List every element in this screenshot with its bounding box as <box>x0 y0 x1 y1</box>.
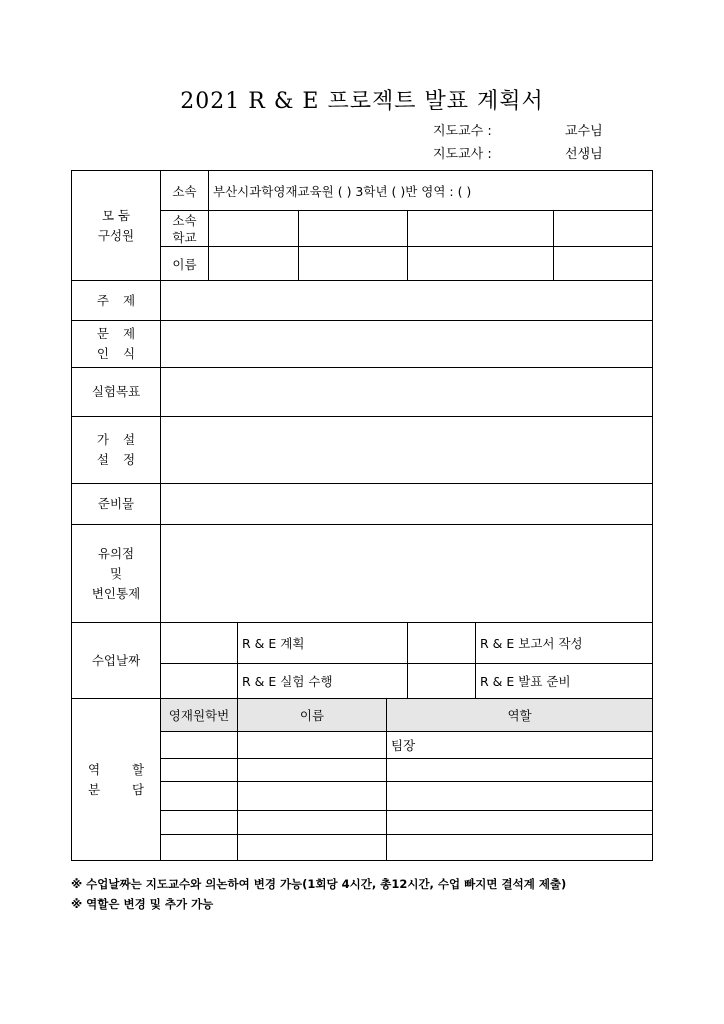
role-id-5[interactable] <box>161 835 238 861</box>
role-value-4[interactable] <box>387 811 653 835</box>
hypothesis-label: 가설 설정 <box>72 417 161 484</box>
date-plan-cell[interactable] <box>161 623 238 664</box>
school-cell-2[interactable] <box>299 211 408 247</box>
affiliation-field[interactable]: 부산시과학영재교육원 ( ) 3학년 ( )반 영역 : ( ) <box>209 171 653 211</box>
topic-label: 주제 <box>72 281 161 321</box>
hypothesis-field[interactable] <box>161 417 653 484</box>
professor-suffix: 교수님 <box>565 124 603 139</box>
topic-row <box>72 281 653 321</box>
schedule-experiment: R & E 실험 수행 <box>238 664 408 699</box>
problem-field[interactable] <box>161 321 653 368</box>
role-name-4[interactable] <box>238 811 387 835</box>
goal-row <box>72 368 653 417</box>
date-report-cell[interactable] <box>408 623 476 664</box>
name-cell-1[interactable] <box>209 247 299 281</box>
schedule-label: 수업날짜 <box>72 623 161 699</box>
role-id-3[interactable] <box>161 782 238 811</box>
professor-label: 지도교수 : <box>433 124 492 139</box>
col-role: 역할 <box>387 699 653 732</box>
role-name-1[interactable] <box>238 732 387 759</box>
schedule-row-1 <box>72 623 653 664</box>
school-cell-4[interactable] <box>554 211 653 247</box>
role-value-2[interactable] <box>387 759 653 782</box>
name-cell-3[interactable] <box>408 247 554 281</box>
date-presentation-cell[interactable] <box>408 664 476 699</box>
cautions-row <box>72 525 653 623</box>
name-label: 이름 <box>161 247 209 281</box>
cautions-label: 유의점 및 변인통제 <box>72 525 161 623</box>
date-experiment-cell[interactable] <box>161 664 238 699</box>
affiliation-row <box>72 171 653 211</box>
materials-row <box>72 484 653 525</box>
school-cell-3[interactable] <box>408 211 554 247</box>
name-cell-4[interactable] <box>554 247 653 281</box>
note-roles: ※ 역할은 변경 및 추가 가능 <box>71 897 214 911</box>
school-cell-1[interactable] <box>209 211 299 247</box>
role-id-1[interactable] <box>161 732 238 759</box>
roles-label: 역 할 분 담 <box>72 699 161 861</box>
goal-label: 실험목표 <box>72 368 161 417</box>
topic-field[interactable] <box>161 281 653 321</box>
cautions-field[interactable] <box>161 525 653 623</box>
members-header: 모 둠 구성원 <box>72 171 161 281</box>
teacher-suffix: 선생님 <box>565 147 603 162</box>
materials-label: 준비물 <box>72 484 161 525</box>
schedule-report: R & E 보고서 작성 <box>476 623 653 664</box>
page-title: 2021 R & E 프로젝트 발표 계획서 <box>180 89 544 114</box>
problem-label: 문제 인식 <box>72 321 161 368</box>
footnotes <box>71 874 566 914</box>
materials-field[interactable] <box>161 484 653 525</box>
role-name-3[interactable] <box>238 782 387 811</box>
note-schedule: ※ 수업날짜는 지도교수와 의논하여 변경 가능(1회당 4시간, 총12시간, 수업 빠지면 결석계 제출) <box>71 877 567 891</box>
schedule-presentation: R & E 발표 준비 <box>476 664 653 699</box>
role-name-2[interactable] <box>238 759 387 782</box>
schedule-plan: R & E 계획 <box>238 623 408 664</box>
col-student-id: 영재원학번 <box>161 699 238 732</box>
role-id-4[interactable] <box>161 811 238 835</box>
role-value-3[interactable] <box>387 782 653 811</box>
roles-header-row <box>72 699 653 732</box>
school-label: 소속 학교 <box>161 211 209 247</box>
role-value-5[interactable] <box>387 835 653 861</box>
col-name: 이름 <box>238 699 387 732</box>
role-value-1[interactable]: 팀장 <box>387 732 653 759</box>
plan-form-table <box>71 170 653 861</box>
name-cell-2[interactable] <box>299 247 408 281</box>
goal-field[interactable] <box>161 368 653 417</box>
affiliation-label: 소속 <box>161 171 209 211</box>
role-name-5[interactable] <box>238 835 387 861</box>
hypothesis-row <box>72 417 653 484</box>
teacher-label: 지도교사 : <box>433 147 492 162</box>
problem-row <box>72 321 653 368</box>
role-id-2[interactable] <box>161 759 238 782</box>
